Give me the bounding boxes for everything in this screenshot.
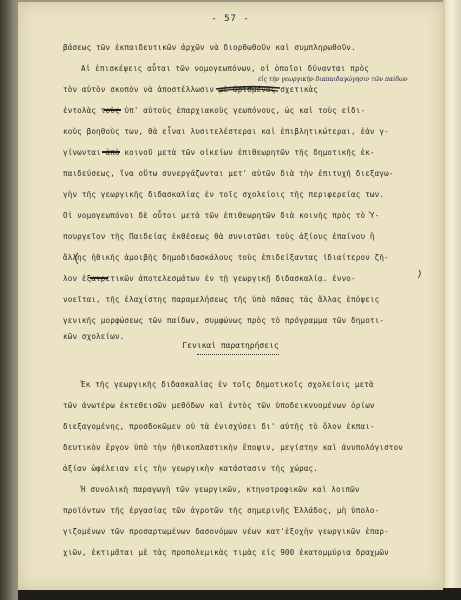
text-line: πουργεῖον τῆς Παιδείας ἐκθέσεως θὰ συνιστῶσι τοὺς ἀξίους ἐπαίνου ἢ	[63, 232, 375, 241]
text-line: Ἐκ τῆς γεωργικῆς διδασκαλίας ἐν τοῖς δημοτικοῖς σχολείοις μετὰ	[81, 380, 374, 389]
manuscript-marks	[18, 2, 443, 590]
document-page	[18, 2, 443, 590]
text-line: λον ἐξαιρετικῶν ἀποτελεσμάτων ἐν τῇ γεωργικῇ διδασκαλίᾳ. ἐννο-	[63, 274, 356, 283]
text-line: γίνωνται ἀπὸ κοινοῦ μετὰ τῶν οἰκείων ἐπιθεωρητῶν τῆς δημοτικῆς ἐκ-	[63, 148, 375, 157]
text-line: γενικῆς μορφώσεως τῶν παίδων, συμφώνως πρὸς τὸ πρόγραμμα τῶν δημοτι-	[63, 316, 385, 325]
text-line: χιῶν, ἐκτιμᾶται μὲ τὰς προπολεμικὰς τιμὰς εἰς 900 ἑκατομμύρια δραχμῶν	[63, 548, 389, 557]
text-line: γὴν τῆς γεωργικῆς διδασκαλίας ἐν τοῖς σχολείοις τῆς περιφερείας των.	[63, 190, 385, 199]
text-line: κῶν σχολείων.	[63, 332, 125, 341]
text-line: βάσεως τῶν ἐκπαιδευτικῶν ἀρχῶν νὰ διορθωθοῦν καὶ συμπληρωθοῦν.	[63, 43, 356, 52]
text-line: τῶν ἀνωτέρω ἐκτεθεισῶν μεθόδων καὶ ἐντὸς τῶν ὑποδεικνυομένων ὁρίων	[63, 401, 375, 410]
text-line: διεξαγομένης, προσδοκῶμεν οὐ τὰ ἐνισχύσει δι' αὐτῆς τὸ ὅλον ἐκπαι-	[63, 422, 375, 431]
text-line: τὸν αὐτὸν σκοπὸν νὰ ἀποστέλλωσιν μὲ ὡρισμένας σχετικὰς	[63, 85, 318, 94]
strikethrough-mark	[218, 89, 278, 91]
section-heading: Γενικαὶ παρατηρήσεις	[182, 341, 279, 350]
text-line: ἄλλης ἠθικῆς ἀμοιβῆς δημοδιδασκάλους τοὺς ἐπιδείξαντας ἰδιαίτερον ζῆ-	[63, 253, 389, 262]
text-line: ἐντολὰς τοὺς ὑπ' αὐτοὺς ἐπαρχιακοὺς γεωπόνους, ὡς καὶ τοὺς εἰδι-	[63, 106, 366, 115]
text-line: Οἱ νομογεωπόνοι δὲ οὗτοι μετὰ τῶν ἐπιθεωρητῶν διὰ κοινῆς πρὸς τὸ Ὑ-	[63, 211, 380, 220]
page-edge	[443, 0, 461, 600]
typed-text	[18, 2, 443, 590]
text-line: παιδεύσεως, ἵνα οὕτω συνεργάζωνται μετ' αὐτῶν διὰ τὴν ἐπιτυχῆ διεξαγω-	[63, 169, 394, 178]
text-line: ἀξίαν ὠφέλειαν εἰς τὴν γεωργικὴν κατάστασιν τῆς χώρας.	[63, 464, 318, 473]
handwritten-insert: εἰς τὴν γεωργικὴν διαπαιδαγώγησιν τῶν παίδων	[258, 76, 408, 83]
margin-mark	[418, 270, 420, 278]
text-line: νοεῖται, τῆς ἐλαχίστης παραμελήσεως τῆς ὑπὸ πᾶσας τὰς ἄλλας ἐπόψεις	[63, 295, 380, 304]
text-line: γιζομένων τῶν προσαρτωμένων δασονόμων νέων κατ'ἐξοχὴν γεωργικῶν ἐπαρ-	[63, 527, 389, 536]
text-line: Αἱ ἐπισκέψεις αὗται τῶν νομογεωπόνων, οἱ ὁποῖοι δύνανται πρὸς	[81, 64, 370, 73]
margin-mark	[76, 253, 79, 264]
text-line: Ἡ συνολικὴ παραγωγὴ τῶν γεωργικῶν, κτηνοτροφικῶν καὶ λοιπῶν	[81, 485, 360, 494]
text-line: δευτικὸν ἔργον ὑπὸ τὴν ἠθικοπλαστικὴν ἔποψιν, μεγίστην καὶ ἀνυπολόγιστον	[63, 443, 403, 452]
text-line: κοὺς βοηθοὺς των, θὰ εἶναι λυσιτελέστεραι καὶ ἐπιβλητικώτεραι, ἐὰν γ-	[63, 127, 389, 136]
page-number: - 57 -	[211, 14, 250, 24]
text-line: προϊόντων τῆς ἐργασίας τῶν ἀγροτῶν τῆς σημερινῆς Ἑλλάδος, μὴ ὑπολο-	[63, 506, 380, 515]
